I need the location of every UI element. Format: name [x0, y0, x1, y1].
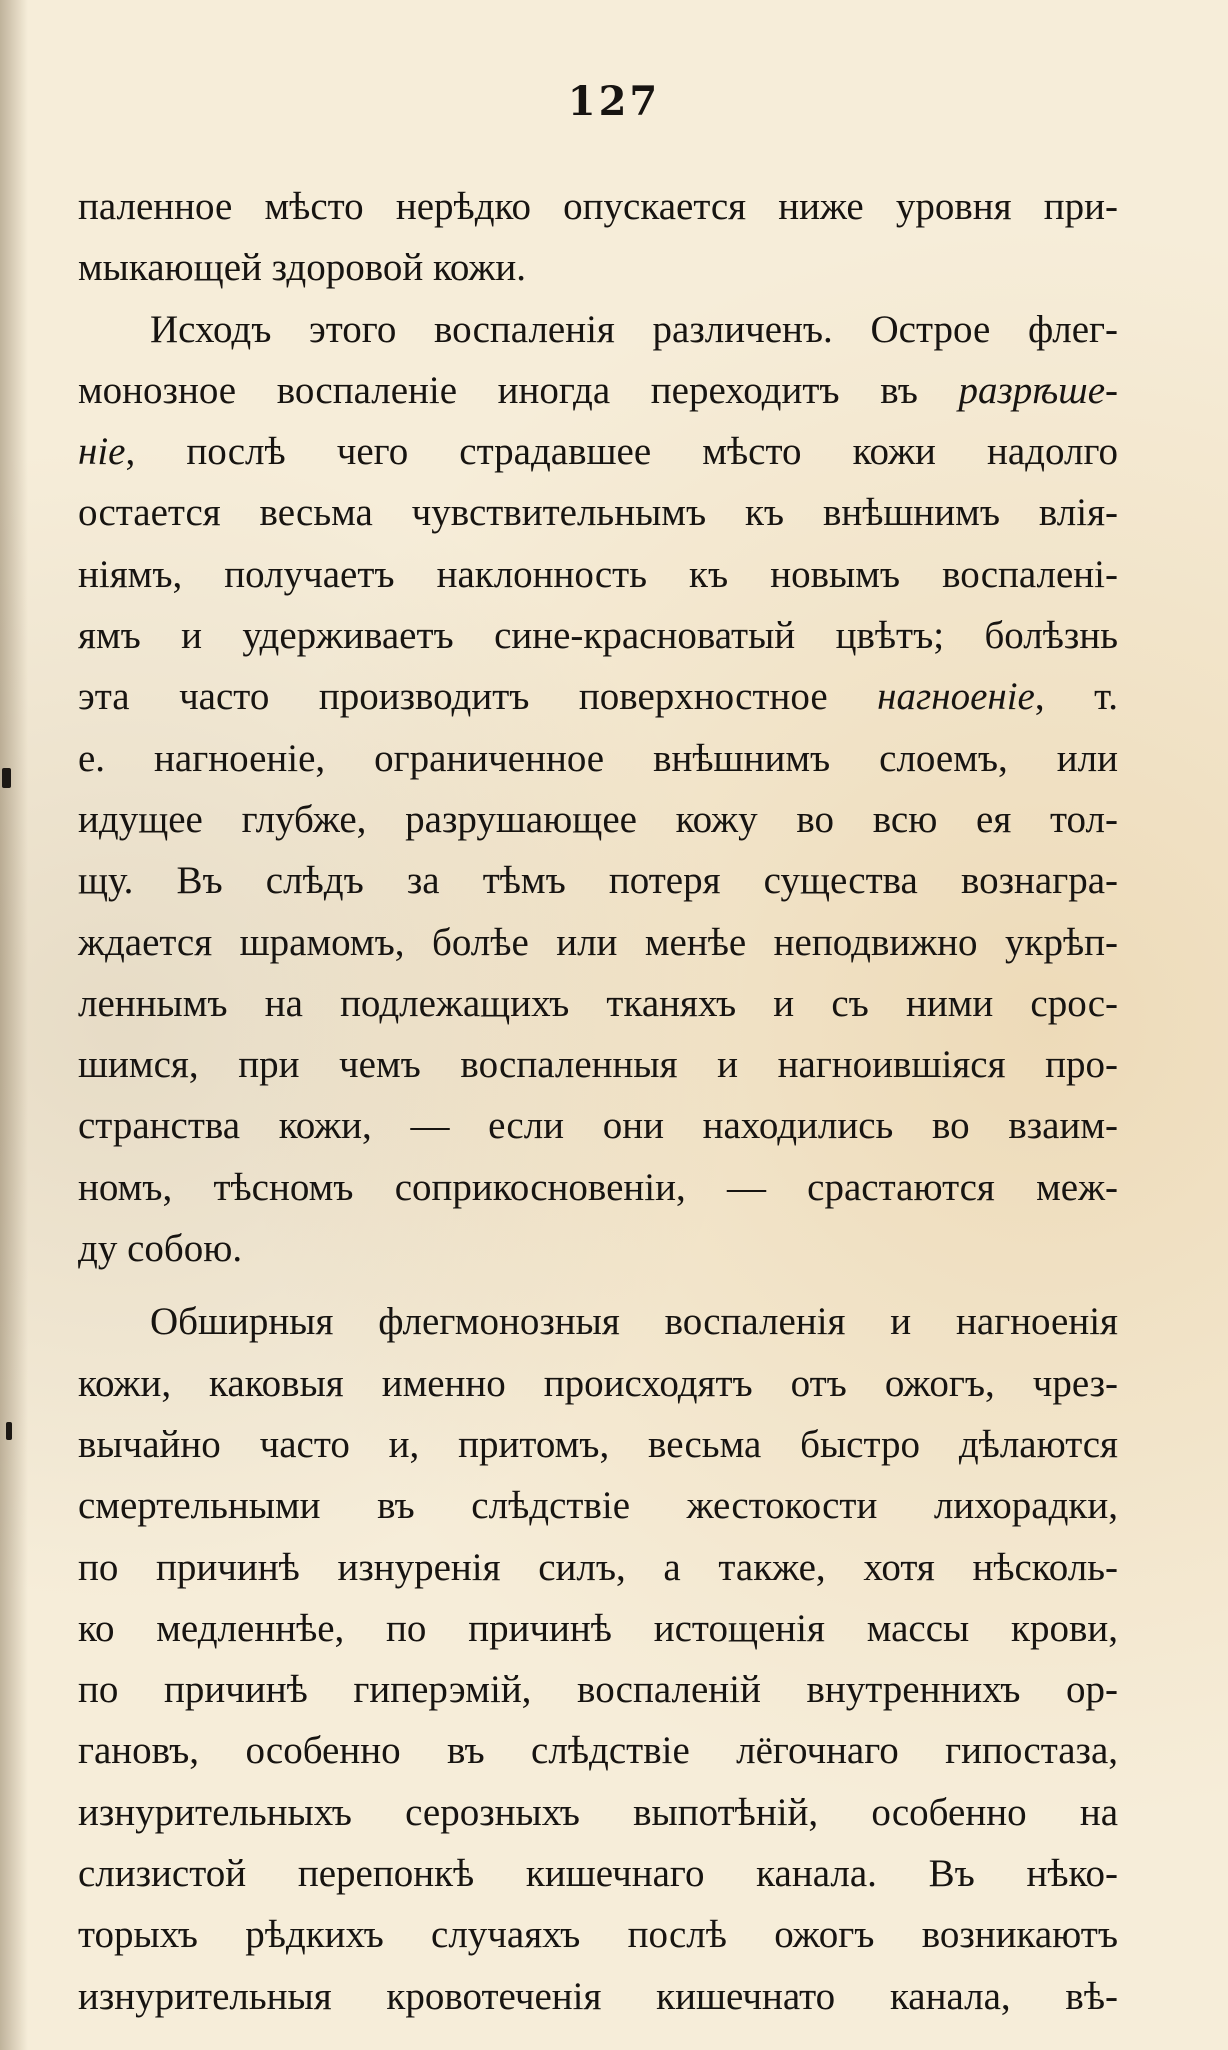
- body-text: [78, 176, 1118, 2027]
- italic-term: разрѣше-: [958, 368, 1118, 412]
- text-line: изнурительныхъ серозныхъ выпотѣній, особенно на: [78, 1790, 1118, 1834]
- text-line: ямъ и удерживаетъ сине-красноватый цвѣтъ; болѣзнь: [78, 614, 1118, 658]
- text-line: по причинѣ изнуренія силъ, а также, хотя нѣсколь-: [78, 1545, 1118, 1589]
- text-line: торыхъ рѣдкихъ случаяхъ послѣ ожогъ возникаютъ: [78, 1913, 1118, 1957]
- text-line: номъ, тѣсномъ соприкосновеніи, — срастаются меж-: [78, 1165, 1118, 1209]
- text-line: шимся, при чемъ воспаленныя и нагноившіяся про-: [78, 1043, 1118, 1087]
- text-line: е. нагноеніе, ограниченное внѣшнимъ слоемъ, или: [78, 736, 1118, 780]
- text-line: странства кожи, — если они находились во взаим-: [78, 1104, 1118, 1148]
- page-number: 127: [567, 78, 661, 125]
- text-line: идущее глубже, разрушающее кожу во всю ея тол-: [78, 797, 1118, 841]
- text-line: паленное мѣсто нерѣдко опускается ниже уровня при-: [78, 185, 1118, 228]
- text-line: слизистой перепонкѣ кишечнаго канала. Въ нѣко-: [78, 1852, 1118, 1896]
- text-line: Обширныя флегмонозныя воспаленія и нагноенія: [150, 1300, 1118, 1344]
- binding-shadow: [0, 0, 28, 2050]
- text-line: [78, 421, 1118, 482]
- text-segment: эта часто производитъ поверхностное: [78, 675, 878, 719]
- margin-mark: [6, 1422, 12, 1440]
- text-line: по причинѣ гиперэмій, воспаленій внутреннихъ ор-: [78, 1668, 1118, 1712]
- text-line: ніямъ, получаетъ наклонность къ новымъ воспалені-: [78, 552, 1118, 596]
- text-line: вычайно часто и, притомъ, весьма быстро дѣлаются: [78, 1422, 1118, 1466]
- italic-term: нагноеніе: [877, 675, 1035, 719]
- margin-mark: [2, 768, 11, 788]
- text-line: остается весьма чувствительнымъ къ внѣшнимъ влія-: [78, 491, 1118, 535]
- text-line: [78, 360, 1118, 421]
- text-segment: , послѣ чего страдавшее мѣсто кожи надолго: [125, 430, 1118, 474]
- text-line: ждается шрамомъ, болѣе или менѣе неподвижно укрѣп-: [78, 920, 1118, 964]
- text-segment: , т.: [1034, 675, 1118, 719]
- text-line: щу. Въ слѣдъ за тѣмъ потеря существа вознагра-: [78, 859, 1118, 903]
- text-line: изнурительныя кровотеченія кишечнато канала, вѣ-: [78, 1974, 1118, 2018]
- text-line: Исходъ этого воспаленія различенъ. Острое флег-: [150, 307, 1118, 351]
- text-line: [78, 666, 1118, 727]
- italic-term: ніе: [78, 430, 126, 474]
- text-line: леннымъ на подлежащихъ тканяхъ и съ ними срос-: [78, 981, 1118, 1025]
- text-line: мыкающей здоровой кожи.: [78, 246, 527, 290]
- text-line: кожи, каковыя именно происходятъ отъ ожогъ, чрез-: [78, 1361, 1118, 1405]
- text-segment: монозное воспаленіе иногда переходитъ въ: [78, 368, 959, 412]
- text-line: гановъ, особенно въ слѣдствіе лёгочнаго гипостаза,: [78, 1729, 1118, 1773]
- text-line: ду собою.: [78, 1227, 243, 1271]
- text-line: ко медленнѣе, по причинѣ истощенія массы крови,: [78, 1606, 1118, 1650]
- text-line: смертельными въ слѣдствіе жестокости лихорадки,: [78, 1484, 1118, 1528]
